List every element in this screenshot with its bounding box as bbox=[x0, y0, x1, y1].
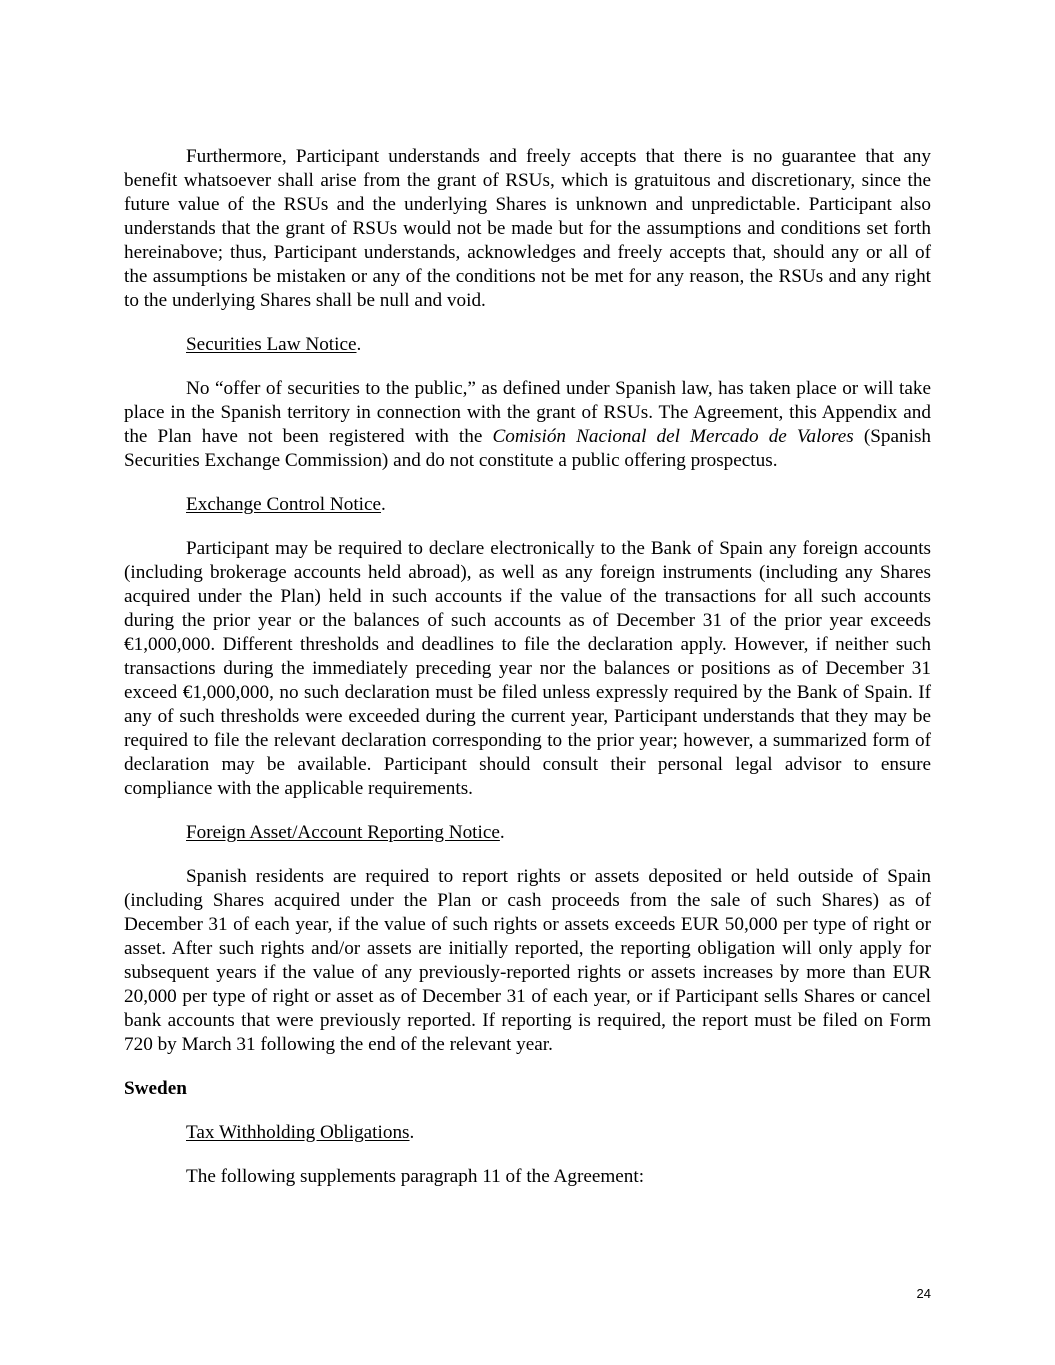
paragraph-exchange-control: Participant may be required to declare electronically to the Bank of Spain any foreign accounts (including brokerage accounts held abroad), as well as any foreign instruments (including any Shares acquired under the Plan) held in such accounts if the value of the transactions for all such accounts during the prior year or the balances of such accounts as of December 31 of the prior year exceeds €1,000,000. Different thresholds and deadlines to file the declaration apply. However, if neither such transactions during the immediately preceding year nor the balances or positions as of December 31 exceed €1,000,000, no such declaration must be filed unless expressly required by the Bank of Spain. If any of such thresholds were exceeded during the current year, Participant understands that they may be required to file the relevant declaration corresponding to the prior year; however, a summarized form of declaration may be available. Participant should consult their personal legal advisor to ensure compliance with the applicable requirements. bbox=[124, 538, 931, 799]
securities-text-start: No “offer of securities to the public,” as defined under Spanish law, has taken place or will take place in the Spanish territory in connection with the grant of RSUs. The Agreement, this Appendix and the Plan have not been registered with the bbox=[124, 378, 931, 447]
tax-withholding-heading bbox=[186, 1121, 931, 1145]
securities-law-heading-text: Securities Law Notice bbox=[186, 334, 357, 355]
page-number: 24 bbox=[916, 1286, 931, 1301]
tax-withholding-heading-text: Tax Withholding Obligations bbox=[186, 1122, 410, 1143]
cnmv-name: Comisión Nacional del Mercado de Valores bbox=[492, 426, 854, 447]
foreign-asset-heading bbox=[186, 821, 931, 845]
paragraph-foreign-asset: Spanish residents are required to report rights or assets deposited or held outside of Spain (including Shares acquired under the Plan or cash proceeds from the sale of such Shares) as of December 31 of each year, if the value of such rights or assets exceeds EUR 50,000 per type of right or asset. After such rights and/or assets are initially reported, the reporting obligation will only apply for subsequent years if the value of any previously-reported rights or assets increases by more than EUR 20,000 per type of right or asset as of December 31 of each year, or if Participant sells Shares or cancel bank accounts that were previously reported. If reporting is required, the report must be filed on Form 720 by March 31 following the end of the relevant year. bbox=[124, 866, 931, 1055]
paragraph-securities bbox=[124, 377, 931, 473]
heading-period: . bbox=[356, 334, 362, 355]
page-body bbox=[124, 145, 931, 1209]
exchange-control-heading-text: Exchange Control Notice bbox=[186, 494, 382, 515]
securities-text-end: (Spanish Securities Exchange Commission) and do not constitute a public offering prospectus. bbox=[124, 426, 932, 471]
foreign-asset-heading-text: Foreign Asset/Account Reporting Notice bbox=[186, 822, 500, 843]
paragraph-tax-supplement: The following supplements paragraph 11 of the Agreement: bbox=[186, 1166, 645, 1187]
country-heading-sweden: Sweden bbox=[124, 1078, 187, 1099]
heading-period: . bbox=[409, 1122, 415, 1143]
heading-period: . bbox=[499, 822, 505, 843]
heading-period: . bbox=[381, 494, 386, 515]
paragraph-guarantee: Furthermore, Participant understands and freely accepts that there is no guarantee that any benefit whatsoever shall arise from the grant of RSUs, which is gratuitous and discretionary, since the future value of the RSUs and the underlying Shares is unknown and unpredictable. Participant also understands that the grant of RSUs would not be made but for the assumptions and conditions set forth hereinabove; thus, Participant understands, acknowledges and freely accepts that, should any or all of the assumptions be mistaken or any of the conditions not be met for any reason, the RSUs and any right to the underlying Shares shall be null and void. bbox=[124, 146, 931, 311]
securities-law-heading bbox=[186, 333, 931, 357]
exchange-control-heading bbox=[186, 493, 931, 517]
